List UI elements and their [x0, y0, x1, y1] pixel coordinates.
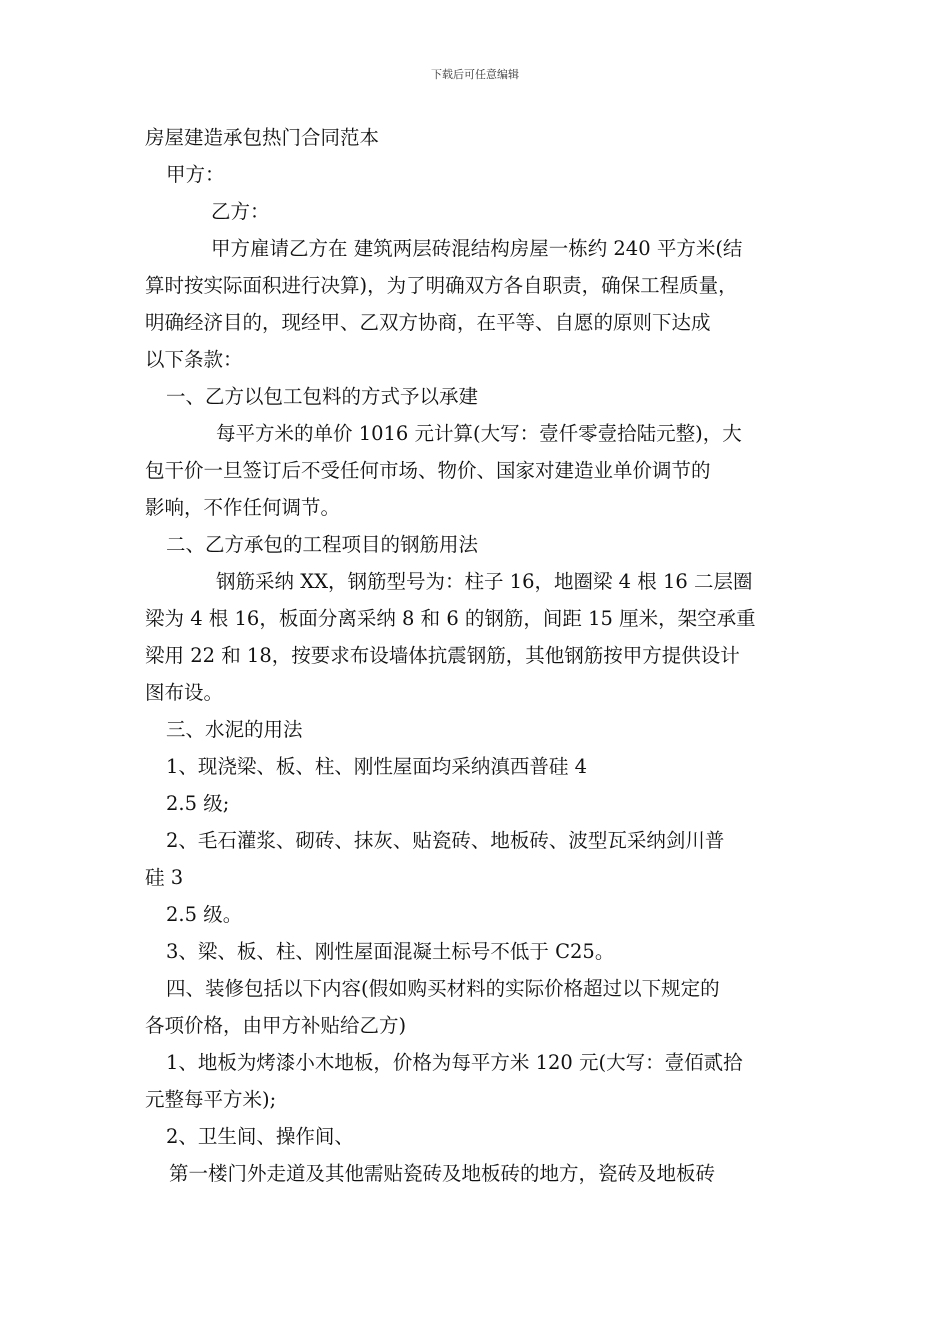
document-line: 硅 3	[145, 866, 184, 889]
document-line: 乙方：	[211, 200, 270, 223]
document-line: 甲方雇请乙方在 建筑两层砖混结构房屋一栋约 240 平方米(结	[211, 237, 743, 260]
document-line: 第一楼门外走道及其他需贴瓷砖及地板砖的地方，瓷砖及地板砖	[169, 1162, 716, 1185]
document-line: 每平方米的单价 1016 元计算(大写：壹仟零壹拾陆元整)，大	[216, 422, 742, 445]
document-line: 明确经济目的，现经甲、乙双方协商，在平等、自愿的原则下达成	[145, 311, 711, 334]
document-line: 二、乙方承包的工程项目的钢筋用法	[166, 533, 479, 556]
document-line: 梁用 22 和 18，按要求布设墙体抗震钢筋，其他钢筋按甲方提供设计	[145, 644, 740, 667]
document-title: 房屋建造承包热门合同范本	[145, 126, 380, 149]
document-line: 包干价一旦签订后不受任何市场、物价、国家对建造业单价调节的	[145, 459, 711, 482]
document-line: 2、毛石灌浆、砌砖、抹灰、贴瓷砖、地板砖、波型瓦采纳剑川普	[166, 829, 725, 852]
document-line: 图布设。	[145, 681, 224, 704]
document-body	[145, 119, 810, 1192]
document-line: 3、梁、板、柱、刚性屋面混凝土标号不低于 C25。	[166, 940, 615, 963]
document-line: 以下条款：	[145, 348, 243, 371]
document-line: 1、地板为烤漆小木地板，价格为每平方米 120 元(大写：壹佰贰拾	[166, 1051, 743, 1074]
document-line: 各项价格，由甲方补贴给乙方)	[145, 1014, 407, 1037]
document-line: 算时按实际面积进行决算)，为了明确双方各自职责，确保工程质量，	[145, 274, 738, 297]
document-line: 甲方：	[166, 163, 225, 186]
document-line: 钢筋采纳 XX，钢筋型号为：柱子 16，地圈梁 4 根 16 二层圈	[216, 570, 753, 593]
document-line: 三、水泥的用法	[166, 718, 303, 741]
document-line: 影响，不作任何调节。	[145, 496, 341, 519]
document-line: 2.5 级。	[166, 903, 243, 926]
document-line: 四、装修包括以下内容(假如购买材料的实际价格超过以下规定的	[166, 977, 720, 1000]
header-note: 下载后可任意编辑	[431, 68, 519, 81]
document-line: 2、卫生间、操作间、	[166, 1125, 354, 1148]
document-line: 一、乙方以包工包料的方式予以承建	[166, 385, 479, 408]
document-line: 梁为 4 根 16，板面分离采纳 8 和 6 的钢筋，间距 15 厘米，架空承重	[145, 607, 756, 630]
document-line: 2.5 级;	[166, 792, 230, 815]
document-line: 元整每平方米);	[145, 1088, 277, 1111]
document-line: 1、现浇梁、板、柱、刚性屋面均采纳滇西普硅 4	[166, 755, 588, 778]
